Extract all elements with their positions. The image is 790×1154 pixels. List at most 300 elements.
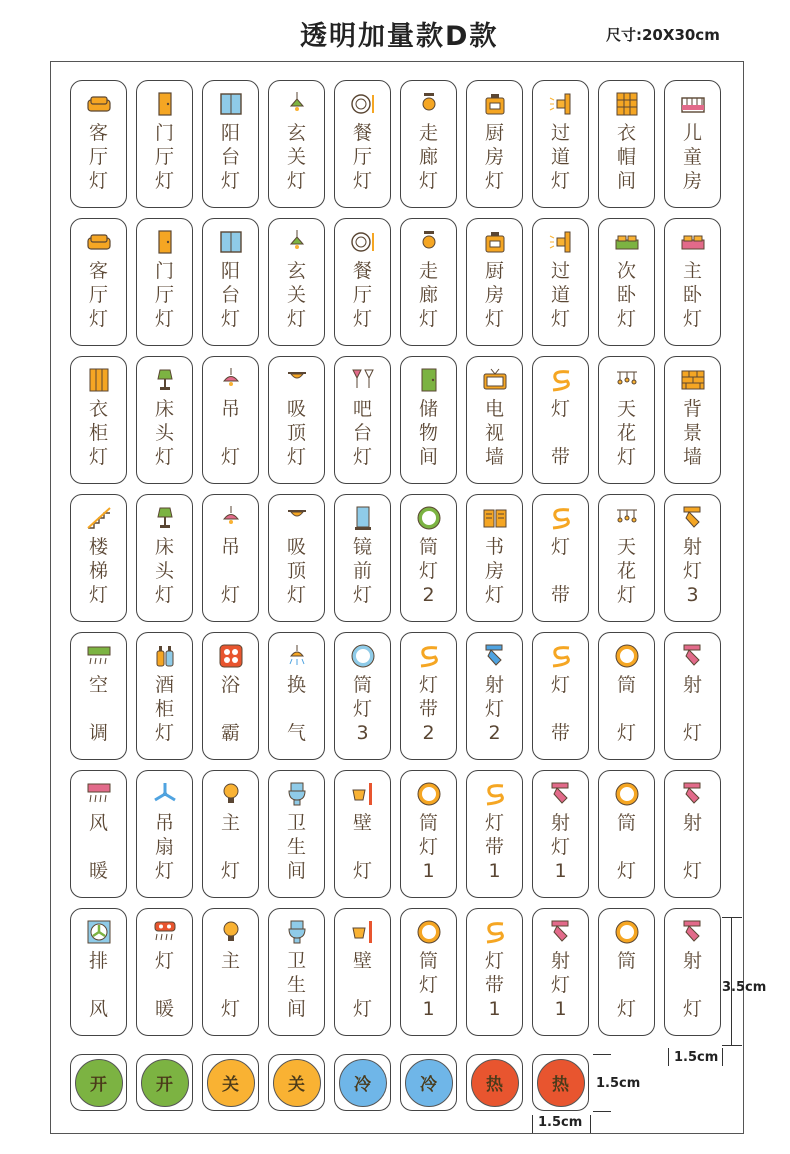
spotlight-pink-icon: [546, 779, 576, 809]
sticker-char: 浴: [220, 674, 240, 696]
sticker-label: [683, 675, 702, 744]
sticker-label: [485, 951, 504, 1020]
dim-line-circle-right: [590, 1115, 591, 1133]
sticker-char: 天: [616, 398, 636, 420]
sticker-char: 灯: [616, 860, 636, 882]
sticker-card: [532, 218, 589, 346]
exhaust-fan-icon: [84, 917, 114, 947]
sticker-char: 灯: [220, 998, 240, 1020]
ceiling-light-icon: [282, 365, 312, 395]
sticker-card: [400, 632, 457, 760]
sticker-char: 灯: [484, 812, 504, 834]
sticker-label: [221, 123, 240, 192]
cooker-icon: [480, 227, 510, 257]
sticker-char: 厅: [88, 284, 108, 306]
sticker-card: [466, 908, 523, 1036]
sticker-char: 灯: [616, 998, 636, 1020]
hanging-lamp-icon: [216, 365, 246, 395]
sticker-card: [598, 770, 655, 898]
sticker-char: 走: [418, 260, 438, 282]
sticker-char: 头: [154, 560, 174, 582]
sticker-label: [155, 675, 174, 744]
sticker-card: [598, 218, 655, 346]
card-height-label: 3.5cm: [722, 980, 767, 995]
sticker-char: 2: [488, 722, 501, 744]
sticker-card: [664, 908, 721, 1036]
sticker-char: 房: [682, 170, 702, 192]
sticker-char: 间: [286, 860, 306, 882]
sticker-card: [334, 908, 391, 1036]
sticker-card: [466, 494, 523, 622]
sticker-label: [485, 123, 504, 192]
sofa-icon: [84, 227, 114, 257]
sticker-char: 带: [484, 974, 504, 996]
sticker-char: 墙: [682, 446, 702, 468]
dim-line-circle-bottom: [593, 1111, 611, 1112]
sticker-card: [268, 632, 325, 760]
sticker-char: 门: [154, 260, 174, 282]
sticker-char: 灯: [418, 170, 438, 192]
sticker-char: 吧: [352, 398, 372, 420]
sticker-char: 3: [686, 584, 699, 606]
sticker-char: 灯: [550, 536, 570, 558]
sticker-char: 灯: [88, 584, 108, 606]
sticker-char: 1: [554, 998, 567, 1020]
switch-sticker: [334, 1054, 391, 1111]
sticker-char: 灯: [550, 170, 570, 192]
sticker-label: [683, 123, 702, 192]
sticker-char: 霸: [220, 722, 240, 744]
sticker-card: [202, 908, 259, 1036]
sticker-card: [532, 908, 589, 1036]
sticker-char: 卫: [286, 950, 306, 972]
sticker-label: [89, 537, 108, 606]
sticker-card: [664, 494, 721, 622]
bottles-icon: [150, 641, 180, 671]
sticker-label: [89, 675, 108, 744]
sticker-char: 灯: [484, 698, 504, 720]
sticker-card: [334, 80, 391, 208]
sticker-char: 主: [220, 950, 240, 972]
sticker-char: 射: [682, 812, 702, 834]
sticker-char: 景: [682, 422, 702, 444]
sticker-label: [353, 675, 372, 744]
sticker-label: [353, 261, 372, 330]
sticker-char: 衣: [616, 122, 636, 144]
sticker-card: [268, 356, 325, 484]
sticker-char: 厨: [484, 260, 504, 282]
sticker-char: 床: [154, 536, 174, 558]
sticker-card: [268, 218, 325, 346]
sticker-label: [287, 813, 306, 882]
sticker-char: 筒: [352, 674, 372, 696]
sticker-label: [155, 123, 174, 192]
sticker-label: [551, 537, 570, 606]
switch-sticker: [268, 1054, 325, 1111]
switch-sticker-label: 冷: [405, 1059, 453, 1107]
bed-pink-icon: [678, 227, 708, 257]
sticker-char: 灯: [352, 584, 372, 606]
sticker-card: [664, 356, 721, 484]
spotlight-pink-icon: [678, 917, 708, 947]
sticker-card: [334, 218, 391, 346]
sticker-label: [485, 537, 504, 606]
sticker-char: 台: [220, 146, 240, 168]
sticker-char: 客: [88, 122, 108, 144]
sticker-char: 排: [88, 950, 108, 972]
sticker-label: [221, 399, 240, 468]
sticker-card: [268, 494, 325, 622]
sticker-char: 灯: [352, 698, 372, 720]
light-strip-icon: [480, 917, 510, 947]
sticker-char: 1: [554, 860, 567, 882]
toilet-icon: [282, 917, 312, 947]
sticker-label: [551, 951, 570, 1020]
sticker-char: 客: [88, 260, 108, 282]
wall-lamp-icon: [348, 917, 378, 947]
sticker-label: [683, 813, 702, 882]
sticker-char: 筒: [616, 674, 636, 696]
sticker-char: 筒: [418, 950, 438, 972]
sticker-char: 阳: [220, 260, 240, 282]
sticker-char: 2: [422, 722, 435, 744]
sticker-label: [155, 399, 174, 468]
sticker-label: [617, 675, 636, 744]
sticker-label: [89, 813, 108, 882]
light-strip-icon: [546, 365, 576, 395]
sticker-char: 衣: [88, 398, 108, 420]
sofa-icon: [84, 89, 114, 119]
toilet-icon: [282, 779, 312, 809]
sticker-card: [268, 770, 325, 898]
spotlight-orange-icon: [678, 503, 708, 533]
sticker-card: [532, 632, 589, 760]
sticker-char: 灯: [616, 584, 636, 606]
light-strip-icon: [546, 503, 576, 533]
sticker-char: 吸: [286, 536, 306, 558]
air-conditioner-icon: [84, 641, 114, 671]
sticker-label: [89, 261, 108, 330]
sticker-char: 间: [418, 446, 438, 468]
sticker-char: 灯: [484, 950, 504, 972]
sticker-char: 前: [352, 560, 372, 582]
sticker-char: 灯: [550, 836, 570, 858]
dim-line-circle-left: [532, 1115, 533, 1133]
sticker-char: 筒: [418, 812, 438, 834]
sticker-label: [221, 261, 240, 330]
sticker-label: [155, 951, 174, 1020]
dim-line-top: [722, 917, 742, 918]
sticker-label: [287, 537, 306, 606]
sticker-char: 花: [616, 422, 636, 444]
switch-sticker-label: 冷: [339, 1059, 387, 1107]
sticker-char: 灯: [286, 446, 306, 468]
sticker-label: [287, 951, 306, 1020]
sticker-label: [551, 813, 570, 882]
sticker-char: 台: [352, 422, 372, 444]
sticker-char: 主: [220, 812, 240, 834]
sticker-label: [617, 399, 636, 468]
sticker-card: [598, 632, 655, 760]
sticker-card: [202, 356, 259, 484]
sticker-card: [334, 356, 391, 484]
sticker-char: 灯: [418, 308, 438, 330]
ring-orange-icon: [414, 779, 444, 809]
door-icon: [150, 89, 180, 119]
sticker-char: 吊: [220, 536, 240, 558]
switch-sticker: [400, 1054, 457, 1111]
sticker-char: 间: [286, 998, 306, 1020]
ring-blue-icon: [348, 641, 378, 671]
dim-line-left: [668, 1048, 669, 1066]
sticker-label: [551, 261, 570, 330]
sticker-char: 吊: [220, 398, 240, 420]
sticker-label: [617, 813, 636, 882]
window-icon: [216, 227, 246, 257]
sticker-char: 背: [682, 398, 702, 420]
sticker-card: [532, 770, 589, 898]
bulb-icon: [216, 917, 246, 947]
sticker-card: [70, 356, 127, 484]
sticker-char: 顶: [286, 560, 306, 582]
wall-light-icon: [546, 89, 576, 119]
sticker-char: 空: [88, 674, 108, 696]
sticker-char: 筒: [616, 950, 636, 972]
sticker-char: 物: [418, 422, 438, 444]
sticker-card: [400, 494, 457, 622]
sticker-char: 筒: [616, 812, 636, 834]
sticker-char: 灯: [550, 398, 570, 420]
sticker-char: 酒: [154, 674, 174, 696]
sticker-label: [353, 813, 372, 882]
heater-vent-icon: [84, 779, 114, 809]
sticker-label: [551, 399, 570, 468]
sticker-label: [419, 123, 438, 192]
fan-icon: [150, 779, 180, 809]
sticker-char: 灯: [154, 308, 174, 330]
sticker-card: [598, 356, 655, 484]
sticker-char: 厅: [352, 146, 372, 168]
sticker-card: [268, 908, 325, 1036]
bedside-lamp-icon: [150, 503, 180, 533]
ceiling-lamp-icon: [414, 227, 444, 257]
sticker-label: [221, 813, 240, 882]
bulb-icon: [216, 779, 246, 809]
sticker-card: [136, 908, 193, 1036]
sticker-char: 灯: [352, 998, 372, 1020]
sticker-char: 阳: [220, 122, 240, 144]
ceiling-light-icon: [282, 503, 312, 533]
bedside-lamp-icon: [150, 365, 180, 395]
sticker-card: [136, 770, 193, 898]
mirror-icon: [348, 503, 378, 533]
book-icon: [480, 503, 510, 533]
sticker-char: 储: [418, 398, 438, 420]
sticker-char: 台: [220, 284, 240, 306]
sticker-char: 帽: [616, 146, 636, 168]
brick-wall-icon: [678, 365, 708, 395]
sticker-card: [136, 80, 193, 208]
sticker-char: 门: [154, 122, 174, 144]
sticker-char: 射: [682, 950, 702, 972]
sticker-card: [466, 80, 523, 208]
switch-sticker: [136, 1054, 193, 1111]
sticker-card: [598, 908, 655, 1036]
sticker-char: 带: [550, 446, 570, 468]
sticker-char: 换: [286, 674, 306, 696]
sticker-char: 墙: [484, 446, 504, 468]
sticker-grid: [70, 80, 730, 1046]
sticker-label: [551, 675, 570, 744]
sticker-row: [70, 494, 730, 622]
sticker-char: 风: [88, 812, 108, 834]
stairs-icon: [84, 503, 114, 533]
heat-lamp-icon: [150, 917, 180, 947]
sticker-char: 过: [550, 122, 570, 144]
light-strip-icon: [414, 641, 444, 671]
sticker-label: [683, 399, 702, 468]
sticker-char: 柜: [88, 422, 108, 444]
sticker-char: 玄: [286, 260, 306, 282]
sticker-char: 灯: [154, 950, 174, 972]
sticker-char: 卧: [682, 284, 702, 306]
wall-lamp-icon: [348, 779, 378, 809]
spotlight-pink-icon: [678, 779, 708, 809]
sticker-label: [353, 951, 372, 1020]
sticker-card: [664, 770, 721, 898]
chandelier-icon: [612, 365, 642, 395]
sticker-card: [466, 770, 523, 898]
switch-sticker: [466, 1054, 523, 1111]
sticker-card: [202, 632, 259, 760]
sticker-char: 厅: [88, 146, 108, 168]
sticker-label: [287, 675, 306, 744]
sticker-char: 吊: [154, 812, 174, 834]
sticker-card: [202, 770, 259, 898]
light-strip-icon: [480, 779, 510, 809]
sticker-label: [221, 675, 240, 744]
sticker-card: [664, 632, 721, 760]
sticker-char: 灯: [484, 170, 504, 192]
sticker-card: [70, 770, 127, 898]
sticker-label: [617, 951, 636, 1020]
switch-sticker: [70, 1054, 127, 1111]
sticker-label: [683, 537, 702, 606]
sticker-label: [683, 261, 702, 330]
sticker-card: [70, 908, 127, 1036]
sticker-char: 灯: [484, 584, 504, 606]
sticker-char: 灯: [616, 446, 636, 468]
sticker-label: [683, 951, 702, 1020]
sticker-label: [155, 537, 174, 606]
sticker-label: [287, 123, 306, 192]
sticker-char: 房: [484, 560, 504, 582]
sticker-char: 灯: [418, 674, 438, 696]
sticker-char: 灯: [418, 560, 438, 582]
page-title: 透明加量款D款: [300, 21, 499, 52]
ventilation-icon: [282, 641, 312, 671]
sticker-char: 1: [422, 998, 435, 1020]
sticker-char: 灯: [286, 170, 306, 192]
sticker-card: [664, 218, 721, 346]
sticker-char: 厨: [484, 122, 504, 144]
sticker-card: [70, 80, 127, 208]
pendant-lamp-icon: [282, 89, 312, 119]
sticker-char: 儿: [682, 122, 702, 144]
sticker-char: 1: [488, 998, 501, 1020]
sticker-char: 灯: [616, 722, 636, 744]
sticker-card: [400, 218, 457, 346]
sticker-char: 2: [422, 584, 435, 606]
switch-sticker-label: 热: [471, 1059, 519, 1107]
sticker-card: [334, 632, 391, 760]
sticker-char: 走: [418, 122, 438, 144]
ring-orange-icon: [612, 641, 642, 671]
sticker-card: [400, 80, 457, 208]
sticker-card: [136, 218, 193, 346]
sticker-char: 童: [682, 146, 702, 168]
sticker-char: 1: [422, 860, 435, 882]
sticker-char: 灯: [286, 308, 306, 330]
sticker-label: [89, 951, 108, 1020]
sticker-char: 床: [154, 398, 174, 420]
sticker-char: 灯: [154, 170, 174, 192]
sticker-char: 房: [484, 284, 504, 306]
sticker-char: 灯: [88, 446, 108, 468]
sticker-row: [70, 218, 730, 346]
sticker-char: 灯: [682, 722, 702, 744]
dim-line-right: [722, 1048, 723, 1066]
sticker-char: 间: [616, 170, 636, 192]
door-icon: [150, 227, 180, 257]
sticker-char: 道: [550, 284, 570, 306]
sticker-char: 3: [356, 722, 369, 744]
sticker-card: [598, 494, 655, 622]
spotlight-pink-icon: [678, 641, 708, 671]
sticker-char: 视: [484, 422, 504, 444]
ring-orange-icon: [612, 917, 642, 947]
sticker-char: 灯: [418, 974, 438, 996]
sticker-card: [532, 356, 589, 484]
sticker-char: 灯: [682, 860, 702, 882]
sticker-char: 射: [484, 674, 504, 696]
sticker-card: [532, 494, 589, 622]
sticker-card: [400, 770, 457, 898]
switch-sticker-label: 关: [273, 1059, 321, 1107]
sticker-char: 电: [484, 398, 504, 420]
sticker-char: 扇: [154, 836, 174, 858]
sticker-card: [70, 494, 127, 622]
sticker-char: 灯: [682, 308, 702, 330]
sticker-char: 餐: [352, 122, 372, 144]
sticker-char: 灯: [154, 860, 174, 882]
sticker-label: [353, 123, 372, 192]
size-label: 尺寸:20X30cm: [606, 26, 720, 44]
sticker-char: 次: [616, 260, 636, 282]
light-strip-icon: [546, 641, 576, 671]
sticker-char: 梯: [88, 560, 108, 582]
sticker-char: 风: [88, 998, 108, 1020]
switch-sticker: [202, 1054, 259, 1111]
sticker-char: 顶: [286, 422, 306, 444]
sticker-char: 灯: [220, 170, 240, 192]
sticker-row: [70, 80, 730, 208]
sticker-label: [419, 675, 438, 744]
pendant-lamp-icon: [282, 227, 312, 257]
bed-green-icon: [612, 227, 642, 257]
sticker-char: 壁: [352, 812, 372, 834]
sticker-char: 灯: [550, 974, 570, 996]
